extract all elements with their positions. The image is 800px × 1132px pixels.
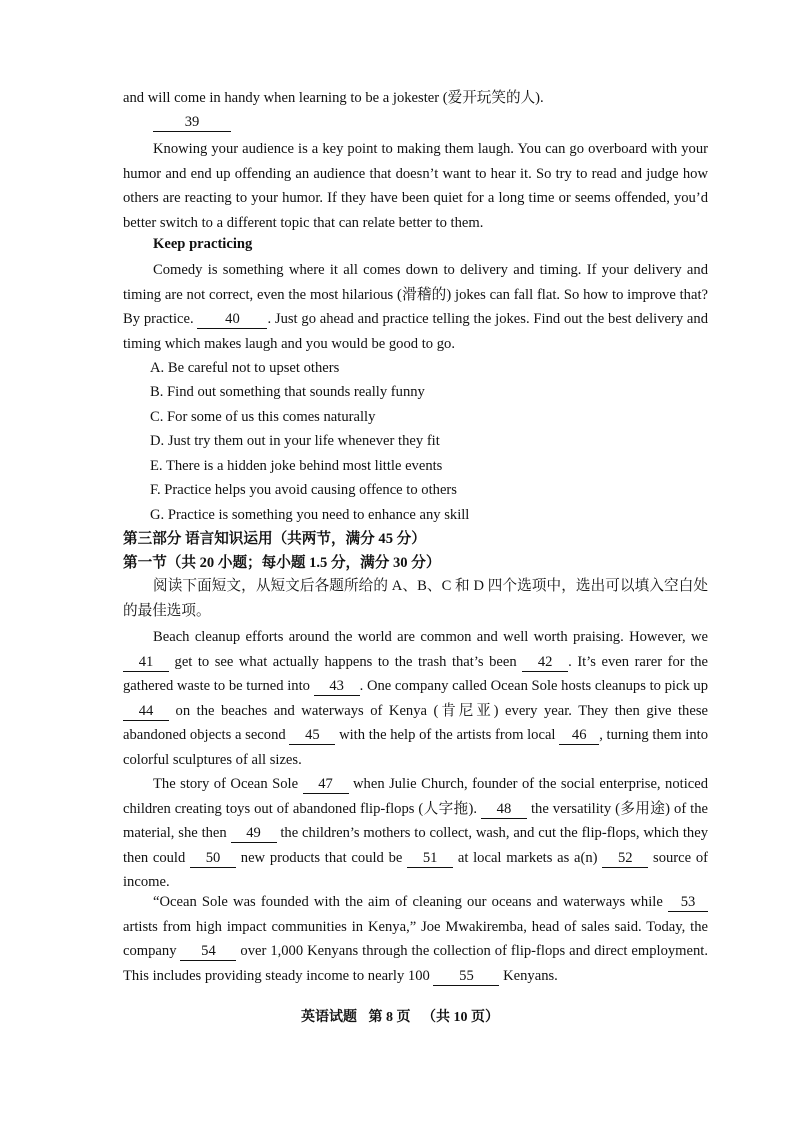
page-footer xyxy=(0,1006,800,1026)
blank-54: 54 xyxy=(180,942,236,961)
text-segment: , turning them into colorful sculptures of all sizes. xyxy=(123,727,708,768)
blank-39: 39 xyxy=(153,113,231,132)
footer-page-number: 第 8 页 xyxy=(368,1010,411,1025)
heading-keep-practicing: Keep practicing xyxy=(153,236,253,252)
text-segment: Kenyans. xyxy=(499,967,558,984)
continuation-line xyxy=(123,86,708,111)
text-segment: get to see what actually happens to the trash that’s been xyxy=(169,653,523,670)
paragraph-comedy xyxy=(123,258,708,356)
text-segment: at local markets as a(n) xyxy=(453,849,603,866)
option-g: G. Practice is something you need to enhance any skill xyxy=(150,507,470,523)
blank-40: 40 xyxy=(197,310,267,329)
blank-49: 49 xyxy=(231,824,277,843)
option-f: F. Practice helps you avoid causing offence to others xyxy=(150,482,457,498)
text-segment: the children’s mothers to collect, wash, and cut the flip-flops, which they then could xyxy=(123,825,708,866)
blank-51: 51 xyxy=(407,849,453,868)
text-segment: over 1,000 Kenyans through the collection of flip-flops and direct employment. This includes providing steady income to nearly 100 xyxy=(123,943,708,984)
text-segment: when Julie Church, founder of the social enterprise, noticed children creating toys out of abandoned flip-flops (人字拖). xyxy=(123,776,708,817)
text-segment: . One company called Ocean Sole hosts cleanups to pick up xyxy=(359,678,708,695)
passage-paragraph-1 xyxy=(123,625,708,773)
blank-43: 43 xyxy=(314,677,360,696)
blank-50: 50 xyxy=(190,849,236,868)
footer-subject: 英语试题 xyxy=(301,1010,357,1025)
blank-52: 52 xyxy=(602,849,648,868)
instructions: 阅读下面短文，从短文后各题所给的 A、B、C 和 D 四个选项中，选出可以填入空白处的最佳选项。 xyxy=(123,578,708,619)
text-segment: source of income. xyxy=(123,849,708,891)
blank-55: 55 xyxy=(433,967,499,986)
option-d: D. Just try them out in your life whenever they fit xyxy=(150,433,440,449)
text-segment: artists from high impact communities in Kenya,” Joe Mwakiremba, head of sales said. Today, the company xyxy=(123,918,708,960)
option-c: C. For some of us this comes naturally xyxy=(150,409,376,425)
text-segment: “Ocean Sole was founded with the aim of cleaning our oceans and waterways while xyxy=(153,894,668,910)
text-segment: the versatility (多用途) of the material, she then xyxy=(123,800,709,842)
section-3-title: 第三部分 语言知识运用（共两节，满分 45 分） xyxy=(123,531,426,547)
blank-47: 47 xyxy=(303,775,349,794)
passage-paragraph-2 xyxy=(123,772,708,895)
section-1-title: 第一节（共 20 小题；每小题 1.5 分，满分 30 分） xyxy=(123,555,441,571)
option-e: E. There is a hidden joke behind most little events xyxy=(150,458,443,474)
paragraph-knowing-audience: Knowing your audience is a key point to making them laugh. You can go overboard with your humor and end up offending an audience that doesn’t want to hear it. So try to read and judge how others are reacting to your humor. If they have been quiet for a long time or seems offended, you’d better switch to a different topic that can relate better to them. xyxy=(123,141,708,231)
text-segment: The story of Ocean Sole xyxy=(153,776,303,792)
passage-paragraph-3 xyxy=(123,890,708,988)
text-segment: with the help of the artists from local xyxy=(335,727,560,744)
text-segment: . Just go ahead and practice telling the jokes. Find out the best delivery and timing which makes laugh and you would be good to go. xyxy=(123,311,709,352)
blank-48: 48 xyxy=(481,800,527,819)
blank-41: 41 xyxy=(123,653,169,672)
text-segment: Beach cleanup efforts around the world are common and well worth praising. However, we xyxy=(153,629,708,645)
footer-total-pages: （共 10 页） xyxy=(422,1010,499,1025)
blank-53: 53 xyxy=(668,893,708,912)
text-segment: on the beaches and waterways of Kenya (肯尼亚) every year. They then give these abandoned objects a second xyxy=(123,702,708,744)
text-segment: . It’s even rarer for the gathered waste to be turned into xyxy=(123,653,708,695)
blank-44: 44 xyxy=(123,702,169,721)
option-b: B. Find out something that sounds really funny xyxy=(150,384,425,400)
blank-45: 45 xyxy=(289,726,335,745)
option-a: A. Be careful not to upset others xyxy=(150,360,340,376)
text-segment: new products that could be xyxy=(236,849,408,866)
text-segment: Comedy is something where it all comes down to delivery and timing. If your delivery and timing are not correct, even the most hilarious (滑稽的) jokes can fall flat. So how to improve that? By practice. xyxy=(123,262,708,328)
blank-42: 42 xyxy=(522,653,568,672)
blank-46: 46 xyxy=(559,726,599,745)
line-text: and will come in handy when learning to be a jokester (爱开玩笑的人). xyxy=(123,90,544,106)
